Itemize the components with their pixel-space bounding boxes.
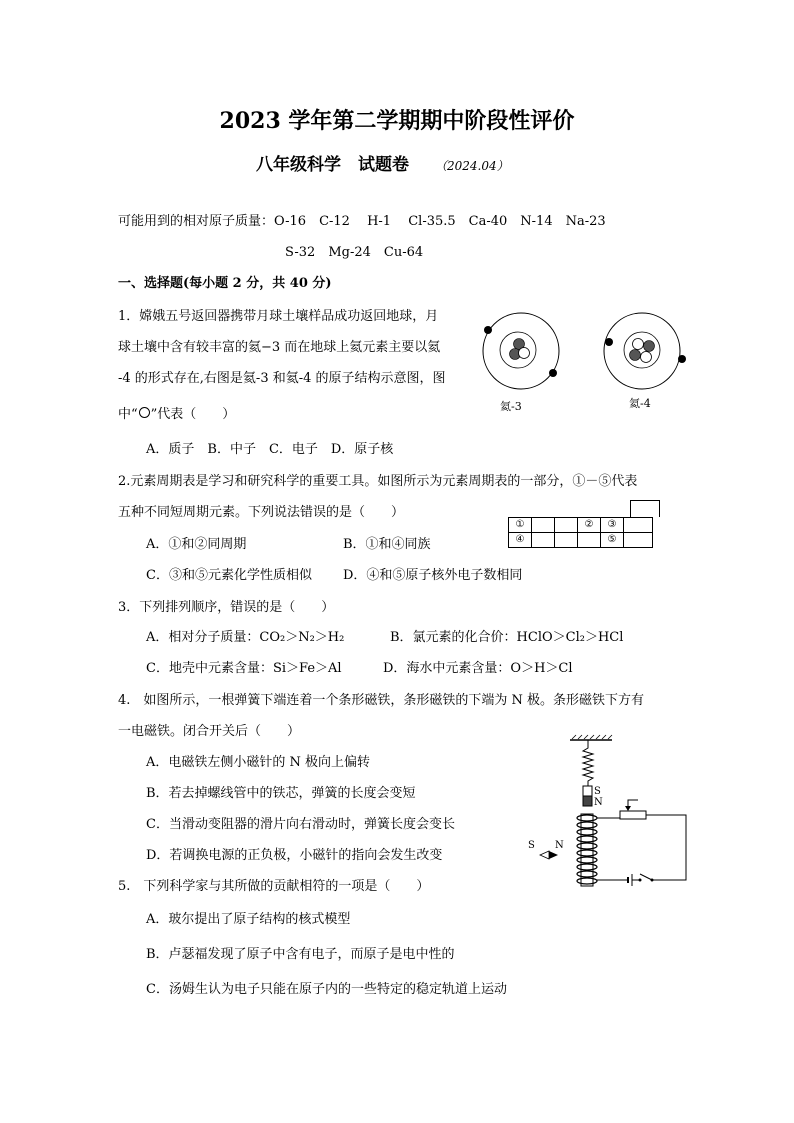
cell-empty bbox=[555, 518, 578, 533]
q5-option-a: A．玻尔提出了原子结构的核式模型 bbox=[146, 912, 351, 927]
q4-option-c: C．当滑动变阻器的滑片向右滑动时，弹簧长度会变长 bbox=[146, 817, 455, 832]
cell-1: ① bbox=[509, 518, 532, 533]
exam-title: 2023 学年第二学期期中阶段性评价 bbox=[219, 108, 575, 134]
electron bbox=[549, 369, 557, 377]
cell-empty bbox=[624, 518, 653, 533]
q4-option-b: B．若去掉螺线管中的铁芯，弹簧的长度会变短 bbox=[146, 786, 416, 801]
exam-subtitle bbox=[256, 150, 509, 175]
rheostat bbox=[620, 811, 646, 819]
q4-option-a: A．电磁铁左侧小磁针的 N 极向上偏转 bbox=[146, 755, 371, 770]
nucleon-dark bbox=[644, 341, 655, 352]
section-heading: 一、选择题(每小题 2 分，共 40 分) bbox=[118, 276, 332, 291]
cell-5: ⑤ bbox=[601, 533, 624, 548]
cell-empty bbox=[532, 518, 555, 533]
nucleon-light bbox=[633, 339, 644, 350]
magnet-n-label: N bbox=[594, 797, 603, 808]
helium-4-atom bbox=[604, 313, 686, 389]
q2-option-c: C．③和⑤元素化学性质相似 bbox=[146, 568, 312, 583]
ceiling-hatch bbox=[572, 735, 612, 739]
q2-line2: 五种不同短周期元素。下列说法错误的是（ ） bbox=[118, 505, 405, 520]
q3-option-a: A．相对分子质量：CO₂＞N₂＞H₂ bbox=[146, 630, 345, 645]
q3-stem: 3．下列排列顺序，错误的是（ ） bbox=[118, 600, 335, 615]
needle-n-half bbox=[540, 851, 549, 859]
q2-line1: 2.元素周期表是学习和研究科学的重要工具。如图所示为元素周期表的一部分，①－⑤代表 bbox=[118, 474, 638, 489]
bar-magnet-n bbox=[583, 796, 592, 806]
q4-line2: 一电磁铁。闭合开关后（ ） bbox=[118, 724, 301, 739]
q3-option-c: C．地壳中元素含量：Si＞Fe＞Al bbox=[146, 661, 342, 676]
electron bbox=[678, 355, 686, 363]
q1-line4-prefix: 中“ bbox=[118, 407, 138, 422]
bar-magnet-s bbox=[583, 786, 592, 796]
helium-3-label: 氦-3 bbox=[500, 400, 522, 413]
magnet-s-label: S bbox=[594, 786, 601, 797]
helium-3-atom bbox=[483, 313, 559, 389]
electromagnet-figure bbox=[520, 734, 692, 892]
exam-date: （2024.04） bbox=[435, 159, 509, 173]
atomic-mass-line1: 可能用到的相对原子质量：O-16 C-12 H-1 Cl-35.5 Ca-40 N-14 Na-23 bbox=[118, 214, 606, 229]
q1-line4-suffix: ”代表（ ） bbox=[150, 407, 236, 422]
switch-blade bbox=[640, 874, 652, 880]
nucleon-light bbox=[519, 348, 530, 359]
nucleon-light bbox=[641, 352, 652, 363]
q1-line1: 1．嫦娥五号返回器携带月球土壤样品成功返回地球，月 bbox=[118, 309, 439, 324]
open-circle-icon bbox=[138, 406, 151, 419]
q1-line2: 球土壤中含有较丰富的氦−3 而在地球上氦元素主要以氦 bbox=[118, 340, 441, 355]
q2-option-a: A．①和②同周期 bbox=[146, 537, 247, 552]
periodic-table-extra-cell bbox=[630, 500, 660, 517]
subtitle-text: 八年级科学 试题卷 bbox=[256, 155, 409, 175]
cell-empty bbox=[624, 533, 653, 548]
q5-option-c: C．汤姆生认为电子只能在原子内的一些特定的稳定轨道上运动 bbox=[146, 982, 507, 997]
needle-s-half bbox=[549, 851, 558, 859]
q1-line3: -4 的形式存在,右图是氦-3 和氦-4 的原子结构示意图，图 bbox=[118, 371, 446, 386]
cell-empty bbox=[578, 533, 601, 548]
cell-4: ④ bbox=[509, 533, 532, 548]
nucleon-dark bbox=[630, 350, 641, 361]
cell-empty bbox=[555, 533, 578, 548]
q3-option-d: D．海水中元素含量：O＞H＞Cl bbox=[383, 661, 573, 676]
q2-option-d: D．④和⑤原子核外电子数相同 bbox=[343, 568, 523, 583]
cell-2: ② bbox=[578, 518, 601, 533]
atomic-mass-line2: S-32 Mg-24 Cu-64 bbox=[285, 245, 424, 260]
q4-line1: 4. 如图所示，一根弹簧下端连着一个条形磁铁，条形磁铁的下端为 N 极。条形磁铁下方有 bbox=[118, 693, 645, 708]
periodic-row-2 bbox=[509, 533, 653, 548]
electron bbox=[605, 338, 613, 346]
q4-option-d: D．若调换电源的正负极，小磁针的指向会发生改变 bbox=[146, 848, 443, 863]
spring bbox=[583, 740, 593, 786]
slider-arrow bbox=[625, 806, 631, 811]
needle-s-label: S bbox=[528, 840, 535, 851]
cell-3: ③ bbox=[601, 518, 624, 533]
needle-n-label: N bbox=[555, 840, 564, 851]
q5-stem: 5. 下列科学家与其所做的贡献相符的一项是（ ） bbox=[118, 879, 430, 894]
electron bbox=[484, 326, 492, 334]
q1-options: A．质子 B．中子 C．电子 D．原子核 bbox=[146, 442, 394, 457]
helium-4-label: 氦-4 bbox=[629, 397, 651, 410]
periodic-table-fragment bbox=[508, 517, 653, 548]
q5-option-b: B．卢瑟福发现了原子中含有电子，而原子是电中性的 bbox=[146, 947, 455, 962]
helium-atoms-figure bbox=[472, 306, 702, 416]
circuit-wire-right bbox=[646, 815, 686, 880]
cell-empty bbox=[532, 533, 555, 548]
periodic-row-1 bbox=[509, 518, 653, 533]
q2-option-b: B．①和④同族 bbox=[343, 537, 431, 552]
q3-option-b: B．氯元素的化合价：HClO＞Cl₂＞HCl bbox=[390, 630, 624, 645]
q1-line4 bbox=[118, 406, 235, 423]
rheostat-slider bbox=[628, 800, 638, 806]
